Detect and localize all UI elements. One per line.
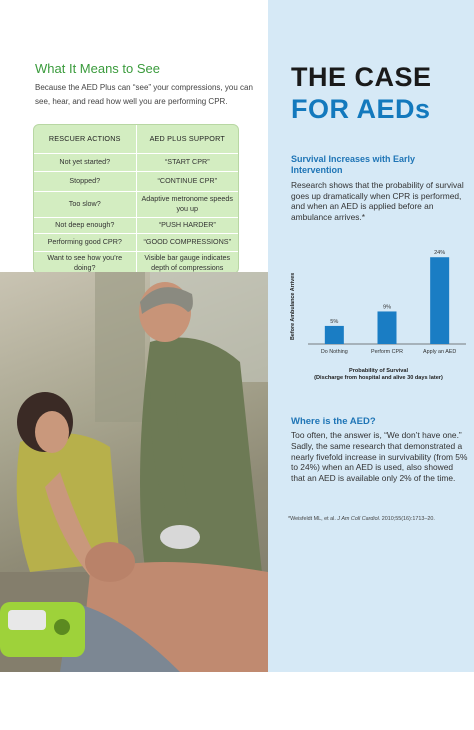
chart-data-label: 24% [434,250,446,257]
survival-subheading: Survival Increases with Early Intervention [291,154,416,175]
right-column [268,0,474,672]
table-row [34,251,238,274]
table-cell: Want to see how you’re doing? [34,251,136,274]
chart-bar [430,257,449,344]
chart-tick-label: Do Nothing [320,349,348,355]
table-row [34,217,238,233]
heading-the-case: THE CASE [291,62,432,92]
chart-tick-label: Apply an AED [423,349,457,355]
table-cell: Adaptive metronome speeds you up [136,191,238,217]
cpr-scene-illustration [0,272,268,672]
footnote-journal: J Am Coll Cardiol. [337,516,381,522]
table-row [34,153,238,171]
chart-bar [325,326,344,344]
table-cell: Visible bar gauge indicates depth of compressions [136,251,238,274]
table-header-aed-support: AED PLUS SUPPORT [149,134,225,144]
table-cell: Too slow? [34,191,136,217]
table-cell: “START CPR” [136,153,238,171]
table-cell: “CONTINUE CPR” [136,171,238,191]
table-row [34,233,238,251]
table-row [34,191,238,217]
table-cell: Not deep enough? [34,217,136,233]
chart-x-axis-label-line1: Probability of Survival [348,368,409,374]
survival-paragraph: Research shows that the probability of survival goes up dramatically when CPR is performed, and when an AED is applied before an ambulance arrives.* [291,180,464,222]
table-row [34,171,238,191]
chart-x-axis-label [286,368,471,382]
citation-footnote [288,516,473,522]
chart-data-label: 9% [382,304,392,311]
table-cell: Performing good CPR? [34,233,136,251]
table-header-rescuer-actions: RESCUER ACTIONS [34,125,136,153]
chart-tick-label: Perform CPR [370,349,404,355]
chart-data-label: 5% [330,318,339,325]
section-title-what-it-means: What It Means to See [35,61,161,76]
cpr-training-photo [0,272,268,672]
heading-for-aeds: FOR AEDs [291,94,431,124]
chart-y-axis-label: Before Ambulance Arrives [290,272,296,340]
table-cell: Stopped? [34,171,136,191]
aed-support-table [33,124,239,274]
table-cell: “GOOD COMPRESSIONS” [136,233,238,251]
table-cell: “PUSH HARDER” [136,217,238,233]
where-paragraph: Too often, the answer is, “We don’t have one.” Sadly, the same research that demonstrated a nearly fivefold increase in survivability (from 5% to 24%) when an AED is used, also showed that an AED is available only 2% of the time. [291,430,468,484]
chart-x-axis-label-line2: (Discharge from hospital and alive 30 days later) [314,375,443,381]
chart-canvas [286,240,471,365]
where-subheading: Where is the AED? [291,416,376,427]
footnote-suffix: 2010;55(16):1713–20. [380,516,435,522]
survival-bar-chart [286,240,471,388]
footnote-prefix: *Weisfeldt ML, et al. [288,516,338,522]
intro-paragraph: Because the AED Plus can “see” your compressions, you can see, hear, and read how well you are performing CPR. [35,83,253,106]
chart-bar [378,311,397,344]
table-cell: Not yet started? [34,153,136,171]
